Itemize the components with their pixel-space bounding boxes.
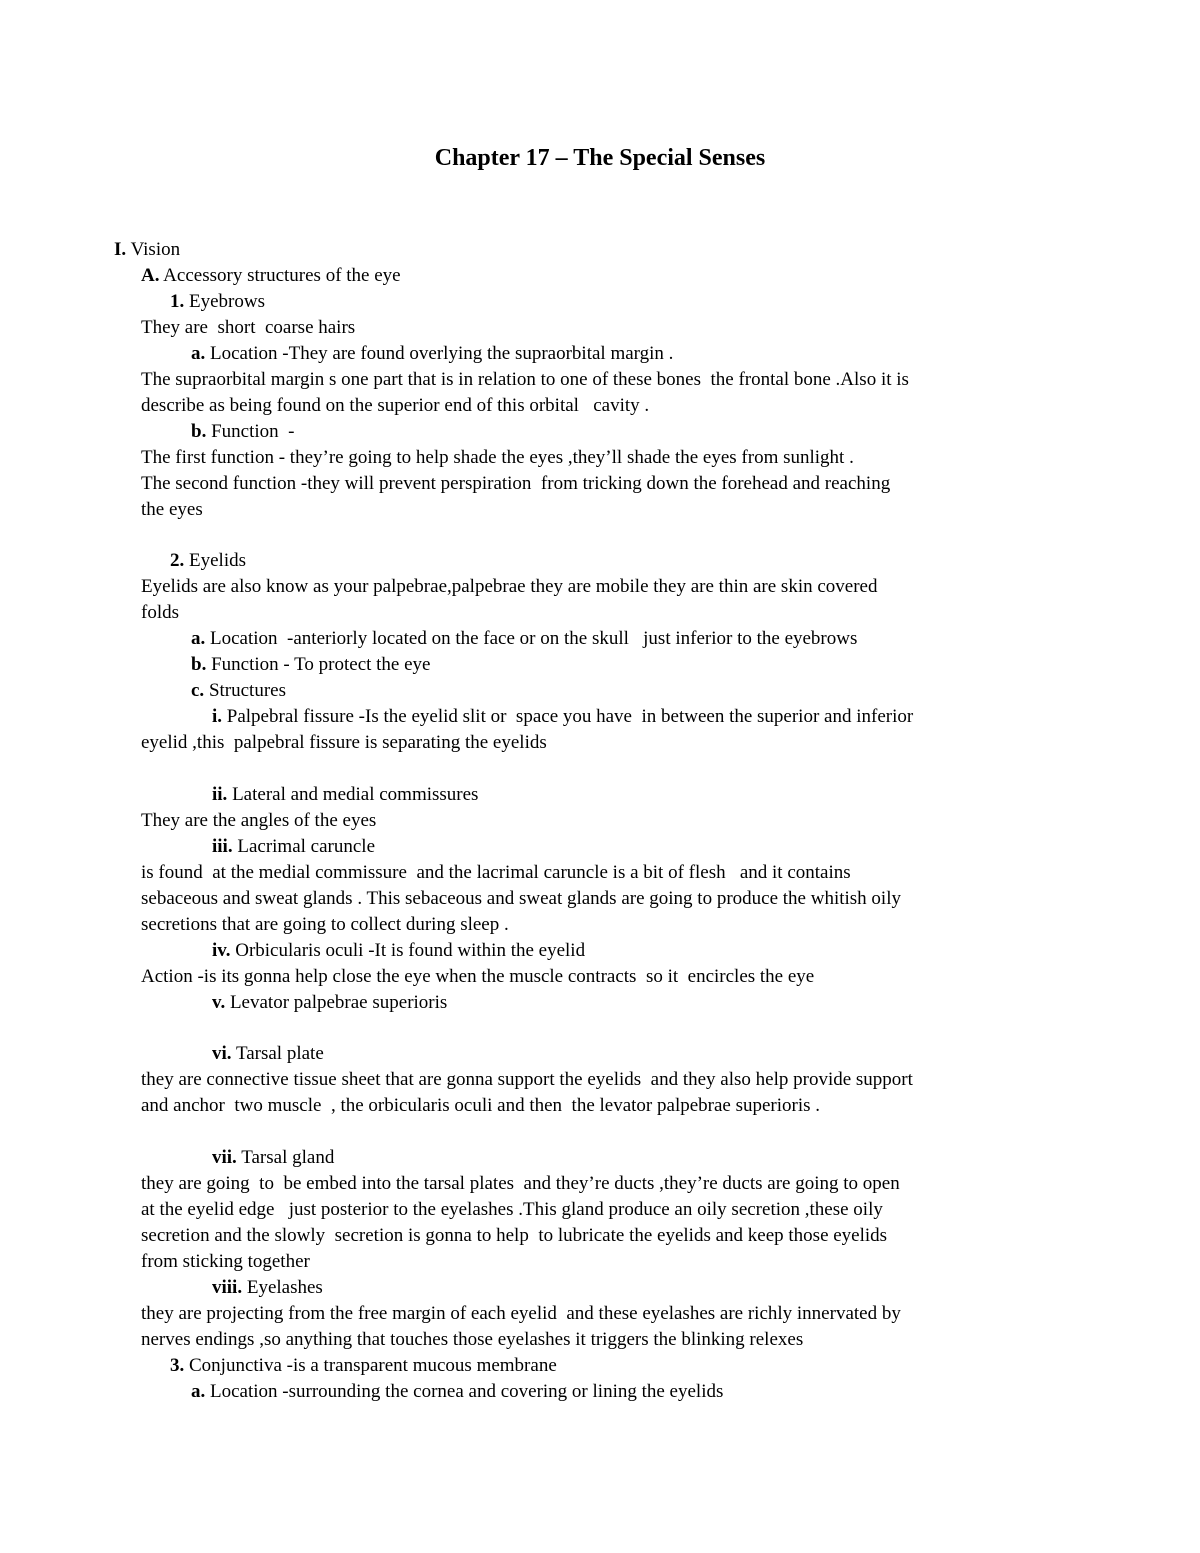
line-text: Lateral and medial commissures [227, 784, 479, 805]
outline-item [191, 678, 286, 704]
outline-marker: i. [212, 706, 223, 727]
outline-item [114, 237, 180, 263]
line-text: eyelid ,this palpebral fissure is separating the eyelids [141, 732, 547, 753]
line-text: from sticking together [141, 1251, 310, 1272]
line-text: at the eyelid edge just posterior to the eyelashes .This gland produce an oily secretion ,these oily [141, 1199, 883, 1220]
line-text: Levator palpebrae superioris [225, 992, 448, 1013]
paragraph-line [141, 315, 355, 341]
line-text: Function - [206, 421, 295, 442]
paragraph-line [141, 1301, 901, 1327]
outline-item [191, 341, 673, 367]
line-text: Tarsal gland [236, 1147, 335, 1168]
line-text: Location -surrounding the cornea and covering or lining the eyelids [205, 1381, 724, 1402]
line-text: secretions that are going to collect during sleep . [141, 914, 509, 935]
line-text: they are going to be embed into the tarsal plates and they’re ducts ,they’re ducts are going to open [141, 1173, 900, 1194]
outline-marker: iv. [212, 940, 231, 961]
line-text: secretion and the slowly secretion is gonna to help to lubricate the eyelids and keep those eyelids [141, 1225, 888, 1246]
line-text: Tarsal plate [231, 1043, 324, 1064]
outline-marker: a. [191, 628, 206, 649]
paragraph-line [141, 497, 203, 523]
line-text: Eyelashes [242, 1277, 323, 1298]
paragraph-line [141, 730, 547, 756]
paragraph-line [141, 367, 909, 393]
paragraph-line [141, 808, 376, 834]
paragraph-line [141, 600, 179, 626]
line-text: they are connective tissue sheet that are gonna support the eyelids and they also help provide support [141, 1069, 913, 1090]
outline-marker: viii. [212, 1277, 243, 1298]
paragraph-line [141, 574, 877, 600]
outline-marker: 1. [170, 291, 185, 312]
outline-item [191, 652, 430, 678]
paragraph-line [141, 1327, 803, 1353]
line-text: Palpebral fissure -Is the eyelid slit or space you have in between the superior and inferior [222, 706, 914, 727]
line-text: Conjunctiva -is a transparent mucous membrane [184, 1355, 557, 1376]
line-text: describe as being found on the superior end of this orbital cavity . [141, 395, 650, 416]
outline-item [170, 289, 265, 315]
outline-marker: I. [114, 239, 127, 260]
line-text: Location -anteriorly located on the face or on the skull just inferior to the eyebrows [205, 628, 858, 649]
outline-item [212, 1275, 323, 1301]
paragraph-line [141, 1249, 310, 1275]
outline-item [191, 1379, 723, 1405]
outline-item [212, 782, 478, 808]
outline-item [212, 990, 447, 1016]
paragraph-line [141, 445, 854, 471]
line-text: Eyelids are also know as your palpebrae,palpebrae they are mobile they are thin are skin covered [141, 576, 878, 597]
outline-marker: ii. [212, 784, 228, 805]
outline-marker: iii. [212, 836, 233, 857]
page-title: Chapter 17 – The Special Senses [434, 145, 766, 171]
line-text: They are short coarse hairs [141, 317, 356, 338]
outline-marker: A. [141, 265, 160, 286]
line-text: Action -is its gonna help close the eye when the muscle contracts so it encircles the eye [141, 966, 815, 987]
line-text: Orbicularis oculi -It is found within the eyelid [230, 940, 586, 961]
line-text: they are projecting from the free margin of each eyelid and these eyelashes are richly innervated by [141, 1303, 901, 1324]
outline-item [191, 419, 294, 445]
outline-marker: b. [191, 421, 207, 442]
outline-item [170, 548, 246, 574]
outline-marker: vi. [212, 1043, 232, 1064]
outline-marker: 2. [170, 550, 185, 571]
paragraph-line [141, 1197, 883, 1223]
line-text: nerves endings ,so anything that touches those eyelashes it triggers the blinking relexes [141, 1329, 804, 1350]
outline-item [212, 834, 375, 860]
paragraph-line [141, 1171, 900, 1197]
outline-item [212, 704, 913, 730]
line-text: Eyelids [184, 550, 246, 571]
outline-marker: a. [191, 343, 206, 364]
line-text: Function - To protect the eye [206, 654, 431, 675]
outline-marker: c. [191, 680, 205, 701]
outline-marker: 3. [170, 1355, 185, 1376]
paragraph-line [141, 964, 814, 990]
line-text: Vision [126, 239, 181, 260]
line-text: folds [141, 602, 179, 623]
paragraph-line [141, 1067, 913, 1093]
line-text: The first function - they’re going to help shade the eyes ,they’ll shade the eyes from sunlight . [141, 447, 854, 468]
outline-marker: v. [212, 992, 226, 1013]
line-text: They are the angles of the eyes [141, 810, 377, 831]
line-text: and anchor two muscle , the orbicularis oculi and then the levator palpebrae superioris . [141, 1095, 821, 1116]
paragraph-line [141, 860, 851, 886]
outline-item [141, 263, 401, 289]
line-text: sebaceous and sweat glands . This sebaceous and sweat glands are going to produce the whitish oily [141, 888, 901, 909]
outline-marker: b. [191, 654, 207, 675]
paragraph-line [141, 912, 509, 938]
outline-item [212, 938, 585, 964]
paragraph-line [141, 471, 890, 497]
outline-marker: a. [191, 1381, 206, 1402]
line-text: The supraorbital margin s one part that is in relation to one of these bones the frontal bone .Also it is [141, 369, 909, 390]
line-text: Eyebrows [184, 291, 265, 312]
line-text: Accessory structures of the eye [159, 265, 401, 286]
line-text: Location -They are found overlying the supraorbital margin . [205, 343, 674, 364]
outline-item [170, 1353, 557, 1379]
paragraph-line [141, 1093, 820, 1119]
outline-marker: vii. [212, 1147, 237, 1168]
line-text: Lacrimal caruncle [232, 836, 376, 857]
paragraph-line [141, 886, 901, 912]
outline-item [212, 1041, 324, 1067]
paragraph-line [141, 393, 649, 419]
paragraph-line [141, 1223, 887, 1249]
line-text: the eyes [141, 499, 203, 520]
outline-item [212, 1145, 334, 1171]
line-text: is found at the medial commissure and the lacrimal caruncle is a bit of flesh and it contains [141, 862, 851, 883]
outline-item [191, 626, 857, 652]
line-text: The second function -they will prevent perspiration from tricking down the forehead and reaching [141, 473, 891, 494]
line-text: Structures [204, 680, 286, 701]
